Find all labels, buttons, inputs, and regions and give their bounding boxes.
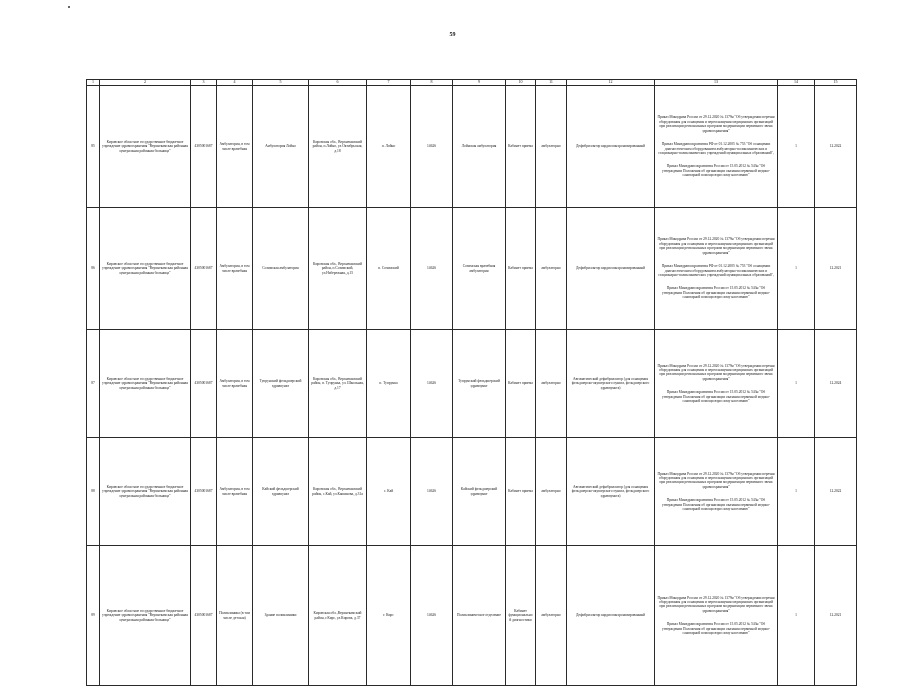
equipment-name: Дефибриллятор кардиосинхронизированный xyxy=(567,208,655,330)
territory-code: 14626 xyxy=(411,330,453,438)
quantity: 1 xyxy=(778,208,815,330)
organization-name: Кировское областное государственное бюджетное учреждение здравоохранения "Верхнекамская районная центральная районная больница" xyxy=(100,86,191,208)
division-name: Тупрунский фельдшерский здравпункт xyxy=(453,330,506,438)
locality: п. Тупрунка xyxy=(367,330,411,438)
scan-speck xyxy=(68,6,70,8)
territory-code: 14626 xyxy=(411,86,453,208)
delivery-date: 12.2021 xyxy=(815,208,857,330)
legal-basis-item: Приказ Минздравсоцразвития России от 15.05.2012 № 543н "Об утверждении Положения об организации оказания первичной медико-санитарной помощи взрослому населению" xyxy=(662,286,770,300)
unit-name: Здание поликлиники xyxy=(253,546,309,686)
table-row xyxy=(87,330,857,438)
unit-name: Кайский фельдшерский здравпункт xyxy=(253,438,309,546)
facility-type: Амбулатория, в том числе врачебная xyxy=(217,86,253,208)
row-number: 85 xyxy=(87,86,100,208)
quantity: 1 xyxy=(778,86,815,208)
legal-basis-item: Приказ Минздрава России от 29.12.2020 № 1379н "Об утверждении перечня оборудования для оснащения и переоснащения медицинских организаций при реализации региональных программ модернизации первичного звена здравоохранения" xyxy=(657,471,775,489)
column-header: 13 xyxy=(655,80,778,86)
inn-code: 4305001687 xyxy=(191,86,217,208)
equipment-name: Дефибриллятор кардиосинхронизированный xyxy=(567,546,655,686)
care-mode: амбулаторно xyxy=(536,438,567,546)
equipment-name: Автоматический дефибриллятор (для оснащения фельдшерско-акушерского пункта, фельдшерского здравпункта) xyxy=(567,330,655,438)
locality: г. Кирс xyxy=(367,546,411,686)
column-header: 11 xyxy=(536,80,567,86)
address: Кировская обл., Верхнекамский район, п.Созимский, ул.Набережная, д.15 xyxy=(309,208,367,330)
legal-basis-item: Приказ Минздравсоцразвития РФ от 01.12.2005 № 753 "Об оснащении диагностическим оборудованием амбулаторно-поликлинических и стационарно-поликлинических учреждений муниципальных образований", xyxy=(658,142,774,155)
locality: п. Созимский xyxy=(367,208,411,330)
legal-basis xyxy=(655,330,778,438)
legal-basis xyxy=(655,438,778,546)
territory-code: 14626 xyxy=(411,438,453,546)
delivery-date: 12.2024 xyxy=(815,330,857,438)
equipment-name: Автоматический дефибриллятор (для оснащения фельдшерско-акушерского пункта, фельдшерского здравпункта) xyxy=(567,438,655,546)
address: Кировская обл., Верхнекамский район, п.Лойно, ул.Октябрьская, д.18 xyxy=(309,86,367,208)
legal-basis-item: Приказ Минздрава России от 29.12.2020 № 1379н "Об утверждении перечня оборудования для оснащения и переоснащения медицинских организаций при реализации региональных программ модернизации первичного звена здравоохранения" xyxy=(657,363,775,381)
territory-code: 14626 xyxy=(411,208,453,330)
row-number: 88 xyxy=(87,438,100,546)
division-name: Созимская врачебная амбулатория xyxy=(453,208,506,330)
care-mode: амбулаторно xyxy=(536,86,567,208)
legal-basis-item: Приказ Минздравсоцразвития России от 15.05.2012 № 543н "Об утверждении Положения об организации оказания первичной медико-санитарной помощи взрослому населению" xyxy=(662,498,770,512)
column-header: 8 xyxy=(411,80,453,86)
facility-type: Амбулатория, в том числе врачебная xyxy=(217,438,253,546)
row-number: 89 xyxy=(87,546,100,686)
legal-basis-item: Приказ Минздрава России от 29.12.2020 № 1379н "Об утверждении перечня оборудования для оснащения и переоснащения медицинских организаций при реализации региональных программ модернизации первичного звена здравоохранения" xyxy=(657,595,775,613)
table-row xyxy=(87,546,857,686)
column-header: 14 xyxy=(778,80,815,86)
quantity: 1 xyxy=(778,546,815,686)
unit-name: Тупрунский фельдшерский здравпункт xyxy=(253,330,309,438)
room-name: Кабинет приема xyxy=(506,86,536,208)
equipment-table xyxy=(86,79,857,686)
inn-code: 4305001687 xyxy=(191,208,217,330)
locality: п. Лойно xyxy=(367,86,411,208)
organization-name: Кировское областное государственное бюджетное учреждение здравоохранения "Верхнекамская районная центральная районная больница" xyxy=(100,438,191,546)
row-number: 87 xyxy=(87,330,100,438)
organization-name: Кировское областное государственное бюджетное учреждение здравоохранения "Верхнекамская районная центральная районная больница" xyxy=(100,546,191,686)
address: Кировская обл., Верхнекамский район, с.Кай, ул.Кашинова, д.31а xyxy=(309,438,367,546)
legal-basis xyxy=(655,86,778,208)
column-header: 10 xyxy=(506,80,536,86)
room-name: Кабинет приема xyxy=(506,208,536,330)
column-header: 4 xyxy=(217,80,253,86)
column-header: 2 xyxy=(100,80,191,86)
inn-code: 4305001687 xyxy=(191,438,217,546)
legal-basis xyxy=(655,546,778,686)
legal-basis xyxy=(655,208,778,330)
column-header: 12 xyxy=(567,80,655,86)
facility-type: Поликлиника (в том числе детская) xyxy=(217,546,253,686)
inn-code: 4305001687 xyxy=(191,546,217,686)
column-header: 15 xyxy=(815,80,857,86)
inn-code: 4305001687 xyxy=(191,330,217,438)
division-name: Поликлиническое отделение xyxy=(453,546,506,686)
organization-name: Кировское областное государственное бюджетное учреждение здравоохранения "Верхнекамская районная центральная районная больница" xyxy=(100,330,191,438)
care-mode: амбулаторно xyxy=(536,330,567,438)
quantity: 1 xyxy=(778,438,815,546)
legal-basis-item: Приказ Минздрава России от 29.12.2020 № 1379н "Об утверждении перечня оборудования для оснащения и переоснащения медицинских организаций при реализации региональных программ модернизации первичного звена здравоохранения" xyxy=(657,237,775,255)
unit-name: Амбулатория Лойно xyxy=(253,86,309,208)
table-row xyxy=(87,86,857,208)
facility-type: Амбулатория, в том числе врачебная xyxy=(217,208,253,330)
table-row xyxy=(87,438,857,546)
territory-code: 14626 xyxy=(411,546,453,686)
legal-basis-item: Приказ Минздрава России от 29.12.2020 № 1379н "Об утверждении перечня оборудования для оснащения и переоснащения медицинских организаций при реализации региональных программ модернизации первичного звена здравоохранения" xyxy=(657,115,775,133)
row-number: 86 xyxy=(87,208,100,330)
unit-name: Созимская амбулатория xyxy=(253,208,309,330)
legal-basis-item: Приказ Минздравсоцразвития РФ от 01.12.2005 № 753 "Об оснащении диагностическим оборудованием амбулаторно-поликлинических и стационарно-поликлинических учреждений муниципальных образований", xyxy=(658,264,774,277)
column-header: 3 xyxy=(191,80,217,86)
division-name: Кайский фельдшерский здравпункт xyxy=(453,438,506,546)
delivery-date: 12.2022 xyxy=(815,438,857,546)
care-mode: амбулаторно xyxy=(536,208,567,330)
legal-basis-item: Приказ Минздравсоцразвития России от 15.05.2012 № 543н "Об утверждении Положения об организации оказания первичной медико-санитарной помощи взрослому населению" xyxy=(662,390,770,404)
locality: с. Кай xyxy=(367,438,411,546)
room-name: Кабинет приема xyxy=(506,330,536,438)
division-name: Лойнская амбулатория xyxy=(453,86,506,208)
delivery-date: 12.2021 xyxy=(815,546,857,686)
delivery-date: 12.2022 xyxy=(815,86,857,208)
room-name: Кабинет функциональной диагностики xyxy=(506,546,536,686)
quantity: 1 xyxy=(778,330,815,438)
column-header: 1 xyxy=(87,80,100,86)
column-header: 9 xyxy=(453,80,506,86)
facility-type: Амбулатория, в том числе врачебная xyxy=(217,330,253,438)
equipment-name: Дефибриллятор кардиосинхронизированный xyxy=(567,86,655,208)
legal-basis-item: Приказ Минздравсоцразвития России от 15.05.2012 № 543н "Об утверждении Положения об организации оказания первичной медико-санитарной помощи взрослому населению" xyxy=(662,164,770,178)
care-mode: амбулаторно xyxy=(536,546,567,686)
column-header: 6 xyxy=(309,80,367,86)
column-header: 5 xyxy=(253,80,309,86)
column-header: 7 xyxy=(367,80,411,86)
organization-name: Кировское областное государственное бюджетное учреждение здравоохранения "Верхнекамская районная центральная районная больница" xyxy=(100,208,191,330)
legal-basis-item: Приказ Минздравсоцразвития России от 15.05.2012 № 543н "Об утверждении Положения об организации оказания первичной медико-санитарной помощи взрослому населению" xyxy=(662,622,770,636)
room-name: Кабинет приема xyxy=(506,438,536,546)
table-row xyxy=(87,208,857,330)
address: Кировская обл.,Верхнекамский район, г.Кирс, ул.Кирова, д.37 xyxy=(309,546,367,686)
address: Кировская обл., Верхнекамский район, п. Тупрунка, ул. Школьная, д.17 xyxy=(309,330,367,438)
page-number: 59 xyxy=(449,32,456,38)
